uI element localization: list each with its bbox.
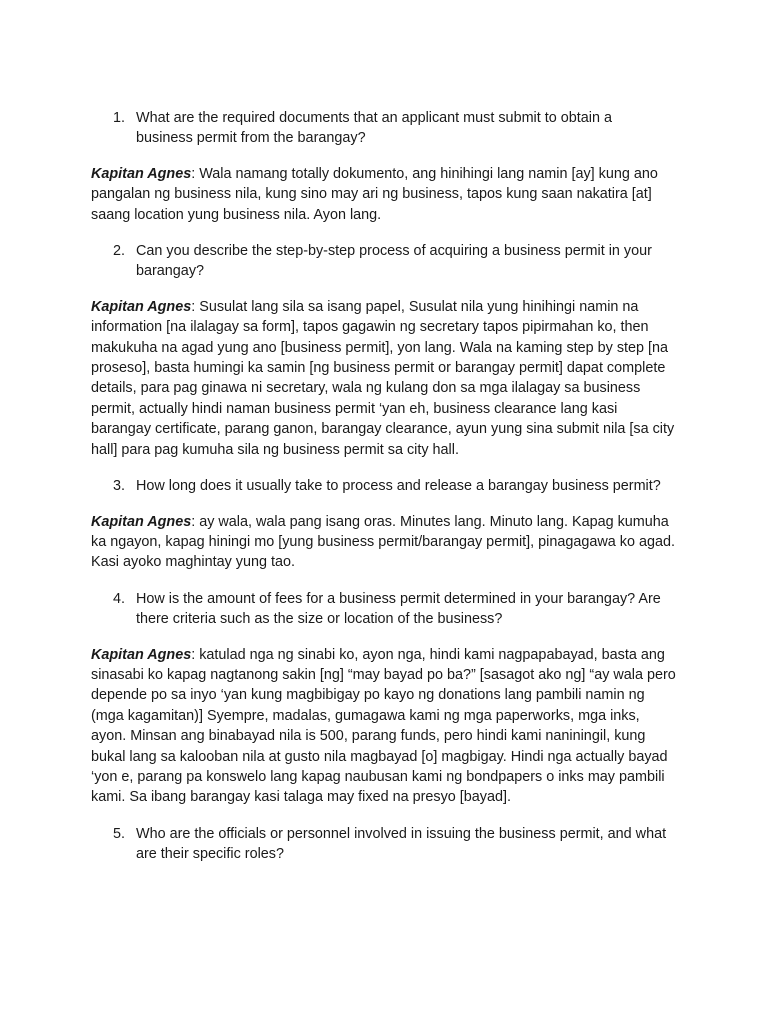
question-text: How long does it usually take to process and release a barangay business permit? [136, 478, 661, 495]
question-number-text: 1. [113, 110, 126, 126]
question-item [91, 589, 678, 630]
question-number [91, 241, 136, 282]
speaker-name: Kapitan Agnes [91, 513, 192, 530]
question-number-text: 5. [113, 825, 126, 842]
question-number [91, 108, 136, 149]
question-number [91, 476, 136, 496]
question-number [91, 824, 136, 865]
answer-paragraph [91, 164, 678, 225]
question-item [91, 241, 678, 282]
answer-paragraph [91, 645, 678, 808]
speaker-name: Kapitan Agnes [91, 298, 192, 315]
question-text: How is the amount of fees for a business permit determined in your barangay? Are there criteria such as the size or location of the business? [136, 590, 661, 628]
question-number [91, 589, 136, 630]
answer-text: : katulad nga ng sinabi ko, ayon nga, hindi kami nagpapabayad, basta ang sinasabi ko kapag nagtanong sakin [ng] “may bayad po ba?” [sasagot ako ng] “ay wala pero depende po sa inyo ‘yan kung magbibigay po kayo ng donations lang pambili namin ng (mga kagamitan)] Syempre, madalas, gumagawa kami ng mga paperworks, mga inks, ayon. Minsan ang binabayad nila is 500, parang funds, pero hindi kami naniningil, kung bukal lang sa kalooban nila at gusto nila magbayad [o] magbigay. Hindi nga actually bayad ‘yon e, parang pa konswelo lang kapag naubusan kami ng bondpapers o inks may pambili kami. Sa ibang barangay kasi talaga may fixed na presyo [bayad]. [91, 646, 676, 806]
speaker-name: Kapitan Agnes [91, 165, 192, 182]
question-number-text: 2. [113, 243, 126, 260]
question-item [91, 824, 678, 865]
question-text: Can you describe the step-by-step process of acquiring a business permit in your barangay? [136, 243, 652, 280]
answer-text: : Wala namang totally dokumento, ang hinihingi lang namin [ay] kung ano pangalan ng business nila, kung sino may ari ng business, tapos kung saan nakatira [at] saang location yung business nila. Ayon lang. [91, 165, 658, 223]
speaker-name: Kapitan Agnes [91, 646, 192, 663]
question-number-text: 4. [113, 590, 126, 607]
answer-text: : ay wala, wala pang isang oras. Minutes lang. Minuto lang. Kapag kumuha ka ngayon, kapag hiningi mo [yung business permit/barangay permit], pinagagawa ko agad. Kasi ayoko maghintay yung tao. [91, 513, 675, 571]
question-item [91, 108, 678, 149]
question-text: What are the required documents that an applicant must submit to obtain a business permit from the barangay? [136, 110, 612, 147]
question-number-text: 3. [113, 478, 126, 495]
answer-text: : Susulat lang sila sa isang papel, Susulat nila yung hinihingi namin na information [na ilalagay sa form], tapos gagawin ng secretary tapos pipirmahan ko, then makukuha na agad yung ano [business permit], yon lang. Wala na kaming step by step [na proseso], basta humingi ka samin [ng business permit or barangay permit] dapat complete details, para pag ginawa ni secretary, wala ng kulang don sa mga ilalagay sa business permit, actually hindi naman business permit ‘yan eh, business clearance lang kasi barangay certificate, parang ganon, barangay clearance, ayun yung sina submit nila [sa city hall] para pag kumuha sila ng business permit sa city hall. [91, 298, 675, 458]
answer-paragraph [91, 297, 678, 460]
question-text: Who are the officials or personnel involved in issuing the business permit, and what are their specific roles? [136, 825, 667, 863]
answer-paragraph [91, 512, 678, 573]
question-item [91, 476, 678, 496]
